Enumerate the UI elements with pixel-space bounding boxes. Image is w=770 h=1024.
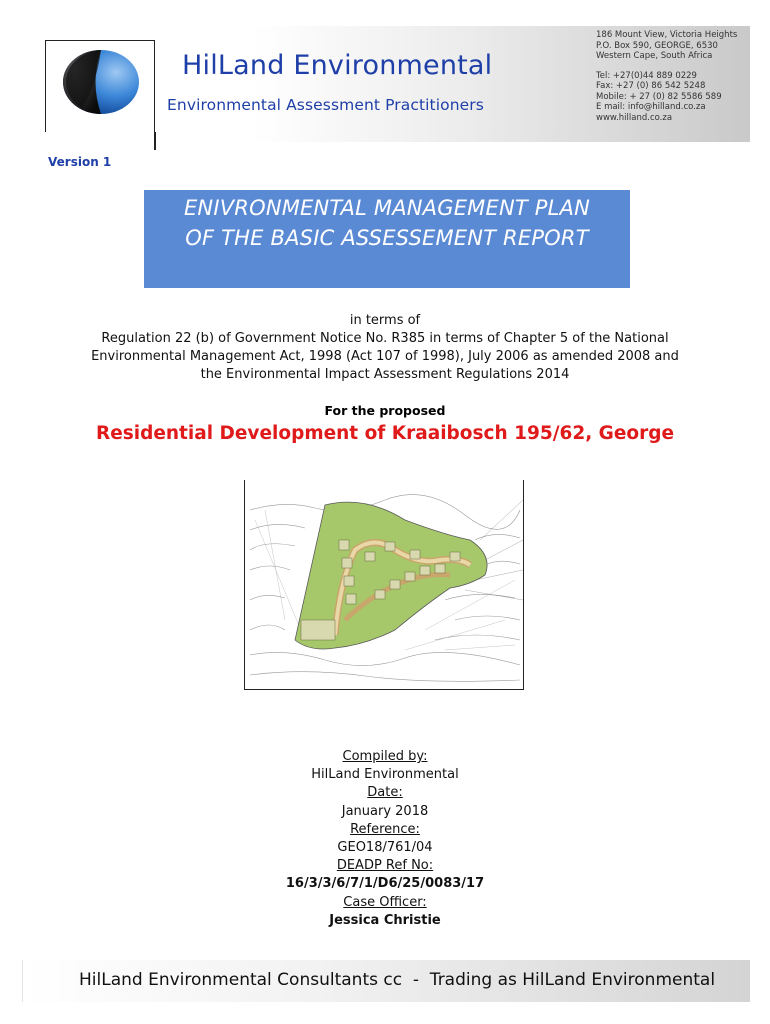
site-plan-figure	[244, 480, 524, 690]
brand-name: HilLand Environmental	[182, 50, 493, 81]
site-plan-drawing	[245, 480, 523, 689]
email: E mail: info@hilland.co.za	[596, 102, 706, 112]
intro-line: in terms of	[349, 313, 421, 328]
compiled-by-label: Compiled by:	[342, 749, 428, 764]
address-line: Western Cape, South Africa	[596, 51, 713, 61]
contact-block	[596, 30, 737, 123]
brand-subtitle: Environmental Assessment Practitioners	[167, 96, 484, 114]
intro-line: Regulation 22 (b) of Government Notice No. R385 in terms of Chapter 5 of the National	[101, 331, 669, 346]
reference-value: GEO18/761/04	[337, 840, 433, 856]
date-value: January 2018	[341, 803, 429, 819]
reference-label: Reference:	[350, 821, 420, 837]
footer-text: HilLand Environmental Consultants cc - Trading as HilLand Environmental	[79, 970, 716, 990]
title-box	[144, 190, 630, 288]
date-label: Date:	[367, 785, 403, 801]
project-name: Residential Development of Kraaibosch 195/62, George	[95, 423, 675, 444]
case-officer-label: Case Officer:	[343, 894, 427, 910]
deadp-label: DEADP Ref No:	[336, 858, 434, 874]
regulation-text	[0, 312, 770, 384]
globe-logo-icon	[60, 46, 142, 116]
deadp-value: 16/3/3/6/7/1/D6/25/0083/17	[285, 876, 485, 892]
telephone: Tel: +27(0)44 889 0229	[596, 70, 697, 81]
address-line: 186 Mount View, Victoria Heights	[596, 30, 738, 40]
intro-line: Environmental Management Act, 1998 (Act 107 of 1998), July 2006 as amended 2008 and	[91, 349, 679, 364]
intro-line: the Environmental Impact Assessment Regulations 2014	[200, 367, 570, 382]
title-line-2: OF THE BASIC ASSESSEMENT REPORT	[185, 226, 589, 250]
case-officer-value: Jessica Christie	[329, 912, 441, 928]
mobile: Mobile: + 27 (0) 82 5586 589	[596, 91, 722, 102]
for-proposed-label: For the proposed	[324, 403, 446, 418]
title-line-1: ENIVRONMENTAL MANAGEMENT PLAN	[183, 196, 591, 220]
compiled-block	[0, 748, 770, 930]
website: www.hilland.co.za	[596, 112, 673, 123]
footer-band	[22, 960, 750, 1002]
version-label: Version 1	[48, 155, 112, 169]
compiled-by-value: HilLand Environmental	[311, 767, 459, 783]
fax: Fax: +27 (0) 86 542 5248	[596, 81, 706, 91]
address-line: P.O. Box 590, GEORGE, 6530	[596, 40, 718, 51]
